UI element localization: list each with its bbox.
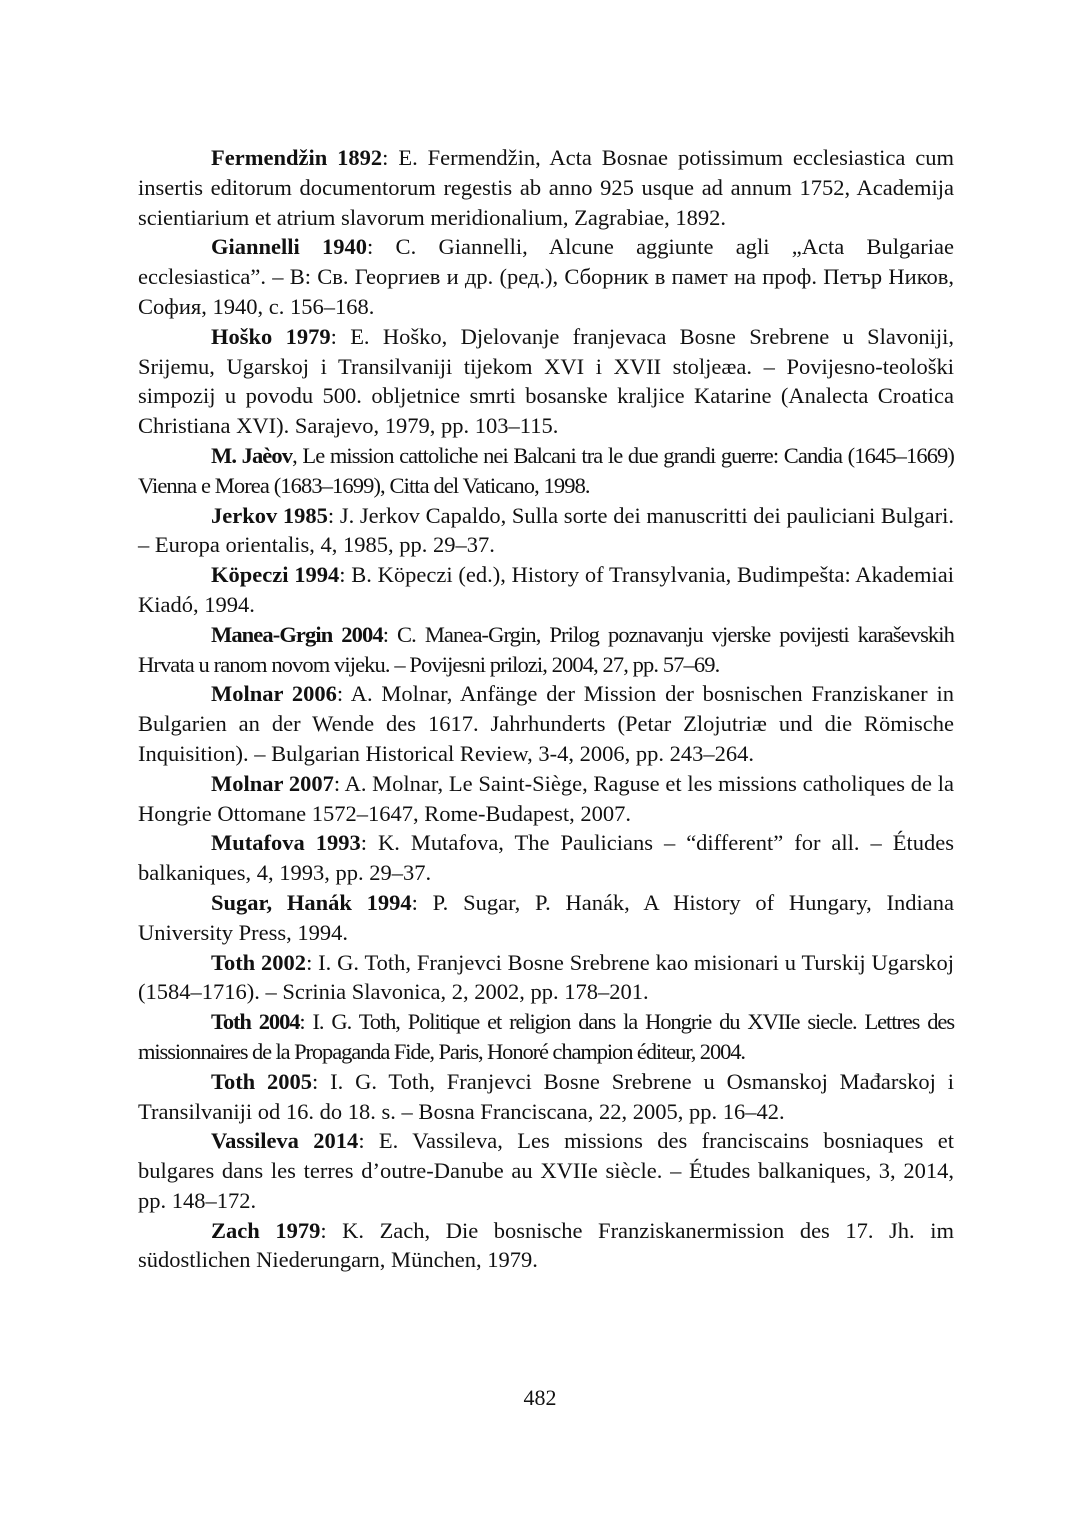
reference-entry	[138, 560, 954, 620]
bibliography-page	[138, 143, 954, 1275]
reference-entry	[138, 501, 954, 561]
reference-entry	[138, 888, 954, 948]
reference-entry	[138, 143, 954, 232]
reference-text: : J. Jerkov Capaldo, Sulla sorte dei manuscritti dei pauliciani Bulgari. – Europa orientalis, 4, 1985, pp. 29–37.	[138, 502, 954, 558]
reference-text: : K. Mutafova, The Paulicians – “different” for all. – Études balkaniques, 4, 1993, pp. 29–37.	[138, 830, 954, 886]
reference-entry	[138, 828, 954, 888]
reference-entry	[138, 1216, 954, 1276]
reference-entry	[138, 1126, 954, 1215]
reference-entry	[138, 679, 954, 768]
reference-author: Manea-Grgin 2004	[211, 621, 383, 647]
reference-entry	[138, 769, 954, 829]
reference-entry	[138, 322, 954, 441]
page-number: 482	[523, 1385, 557, 1410]
reference-author: Zach 1979	[211, 1217, 321, 1243]
reference-entry	[138, 1007, 954, 1067]
reference-author: M. Jaèov	[211, 442, 293, 468]
reference-text: : A. Molnar, Le Saint-Siège, Raguse et les missions catholiques de la Hongrie Ottomane 1572–1647, Rome-Budapest, 2007.	[138, 770, 954, 826]
reference-author: Vassileva 2014	[211, 1128, 359, 1154]
reference-text: : I. G. Toth, Franjevci Bosne Srebrene u Osmanskoj Mađarskoj i Transilvaniji od 16. do 18. s. – Bosna Franciscana, 22, 2005, pp. 16–42.	[138, 1068, 954, 1124]
reference-text: : B. Köpeczi (ed.), History of Transylvania, Budimpešta: Akademiai Kiadó, 1994.	[138, 562, 954, 617]
reference-entry	[138, 232, 954, 321]
reference-author: Molnar 2007	[211, 770, 334, 796]
reference-text: : E. Fermendžin, Acta Bosnae potissimum ecclesiastica cum insertis editorum documentorum regestis ab anno 925 usque ad annum 1752, Academija scientiarium et atrium slavorum meridionalium, Zagrabiae, 1892.	[138, 145, 954, 230]
reference-entry	[138, 620, 954, 680]
reference-text: : A. Molnar, Anfänge der Mission der bosnischen Franziskaner in Bulgarien an der Wende des 1617. Jahrhunderts (Petar Zlojutriæ und die Römische Inquisition). – Bulgarian Historical Review, 3-4, 2006, pp. 243–264.	[138, 681, 954, 766]
reference-author: Giannelli 1940	[211, 234, 368, 260]
reference-author: Jerkov 1985	[211, 502, 328, 528]
reference-entry	[138, 441, 954, 501]
reference-text: : C. Giannelli, Alcune aggiunte agli „Acta Bulgariae ecclesiastica”. – В: Св. Георгиев и др. (ред.), Сборник в памет на проф. Петър Ников, София, 1940, с. 156–168.	[138, 234, 954, 319]
reference-text: : I. G. Toth, Franjevci Bosne Srebrene kao misionari u Turskij Ugarskoj (1584–1716). – Scrinia Slavonica, 2, 2002, pp. 178–201.	[138, 949, 955, 1005]
reference-author: Toth 2005	[211, 1068, 313, 1094]
reference-entry	[138, 1067, 954, 1127]
reference-entry	[138, 948, 954, 1008]
reference-text: : E. Vassileva, Les missions des franciscains bosniaques et bulgares dans les terres d’outre-Danube au XVIIe siècle. – Études balkaniques, 3, 2014, pp. 148–172.	[138, 1128, 954, 1213]
reference-author: Mutafova 1993	[211, 830, 361, 856]
reference-text: : E. Hoško, Djelovanje franjevaca Bosne Srebrene u Slavoniji, Srijemu, Ugarskoj i Transilvaniji tijekom XVI i XVII stoljeæa. – Povijesno-teološki simpozij u povodu 500. obljetnice smrti bosanske kraljice Katarine (Analecta Croatica Christiana XVI). Sarajevo, 1979, pp. 103–115.	[138, 323, 954, 439]
reference-author: Toth 2002	[211, 949, 307, 975]
reference-author: Fermendžin 1892	[211, 145, 383, 170]
reference-author: Toth 2004	[211, 1009, 300, 1035]
reference-text: : I. G. Toth, Politique et religion dans la Hongrie du XVIIe siecle. Lettres des missionnaires de la Propaganda Fide, Paris, Honoré champion éditeur, 2004.	[138, 1009, 954, 1064]
reference-text: , Le mission cattoliche nei Balcani tra le due grandi guerre: Candia (1645–1669) Vienna e Morea (1683–1699), Citta del Vaticano, 1998.	[138, 442, 954, 498]
reference-author: Sugar, Hanák 1994	[211, 889, 412, 915]
reference-author: Molnar 2006	[211, 681, 337, 707]
reference-text: : C. Manea-Grgin, Prilog poznavanju vjerske povijesti karaševskih Hrvata u ranom novom vijeku. – Povijesni prilozi, 2004, 27, pp. 57–69.	[138, 621, 954, 677]
reference-text: : P. Sugar, P. Hanák, A History of Hungary, Indiana University Press, 1994.	[138, 889, 954, 945]
reference-author: Köpeczi 1994	[211, 562, 340, 588]
reference-text: : K. Zach, Die bosnische Franziskanermission des 17. Jh. im südostlichen Niederungarn, München, 1979.	[138, 1217, 954, 1273]
reference-author: Hoško 1979	[211, 323, 331, 349]
